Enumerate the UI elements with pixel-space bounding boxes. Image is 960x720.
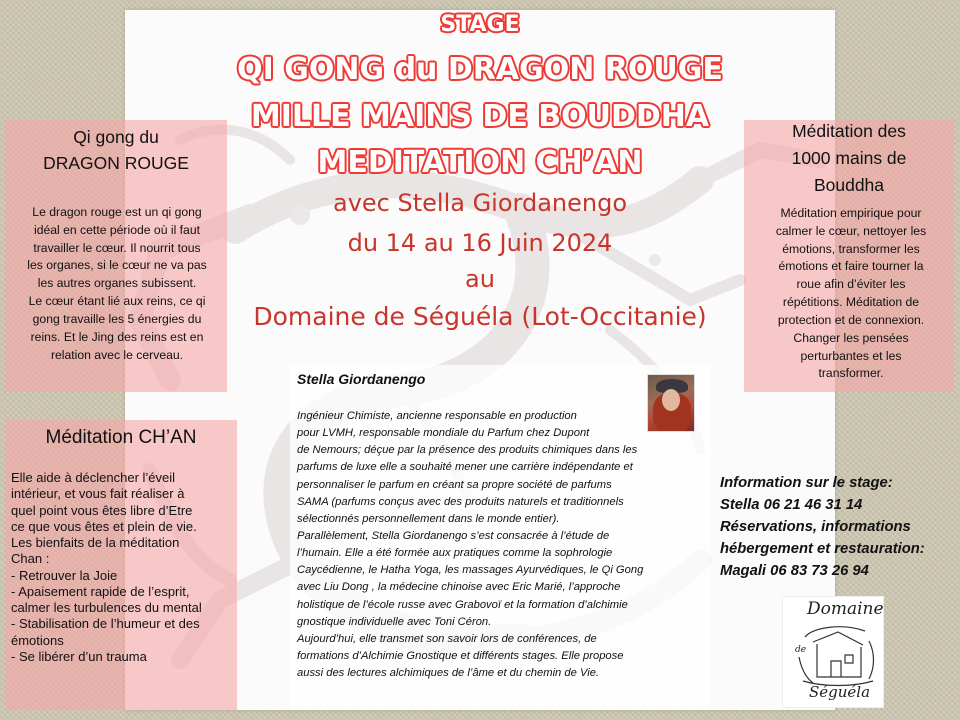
mille-mains-text-line: Changer les pensées [793,330,909,345]
info-heading: Information sur le stage: [720,475,893,491]
mille-mains-text-line: Méditation empirique pour [780,206,922,220]
subtitle-location: Domaine de Séguéla (Lot-Occitanie) [253,302,707,331]
title-line-2: MILLE MAINS DE BOUDDHA [250,99,710,134]
chan-panel-text [11,470,233,665]
chan-text-line: - Apaisement rapide de l’esprit, [11,583,190,599]
mille-mains-text-line: transformer. [818,366,884,381]
bio-line: aussi des lectures alchimiques de l’âme et du chemin de Vie. [297,667,600,680]
bio-line: Parallèlement, Stella Giordanengo s’est consacrée à l’étude de [297,529,610,542]
mille-mains-title-line: 1000 mains de [791,148,907,169]
info-lodging: hébergement et restauration: [720,541,925,558]
chan-text-line: quel point vous êtes libre d’Etre [11,502,193,518]
chan-text-line: ce que vous êtes et plein de vie. [11,518,197,534]
title-line-1: QI GONG du DRAGON ROUGE [237,52,723,87]
logo-text-bottom: Séguéla [809,683,871,701]
stage-label: STAGE [440,12,520,37]
subtitle-dates: du 14 au 16 Juin 2024 [347,229,613,257]
logo-text-top: Domaine [807,599,884,619]
info-reservations: Réservations, informations [720,519,911,536]
qigong-text-line: gong travaille les 5 énergies du [32,311,202,326]
subtitle-teacher: avec Stella Giordanengo [332,189,628,217]
bio-line: Ingénieur Chimiste, ancienne responsable en production [297,410,577,422]
contact-info [720,472,960,582]
subtitle-au: au [465,265,495,293]
chan-text-line: calmer les turbulences du mental [11,600,202,615]
chan-text-line: - Retrouver la Joie [11,567,118,583]
mille-mains-text-line: protection et de connexion. [777,312,925,327]
qigong-title-line: Qi gong du [73,127,159,147]
mille-mains-text-line: émotions et faire tourner la [778,259,924,274]
qigong-panel-text [12,204,222,364]
qigong-text-line: les autres organes subissent. [37,276,197,291]
qigong-text-line: les organes, si le cœur ne va pas [27,258,207,273]
bio-line: de Nemours; déçue par la présence des produits chimiques dans les [297,444,638,457]
mille-mains-title-line: Bouddha [813,175,885,196]
bio-line: formations d’Alchimie Gnostique et différents stages. Elle propose [297,649,624,662]
chan-text-line: Chan : [11,551,50,567]
mille-mains-panel-title [748,118,950,199]
qigong-title-line: DRAGON ROUGE [43,153,189,174]
bio-line: SAMA (parfums conçus avec des produits naturels et traditionnels [297,495,624,508]
qigong-text-line: idéal en cette période où il faut [33,222,200,237]
domaine-seguela-logo [782,596,884,708]
bio-text [297,408,705,682]
mille-mains-text-line: répétitions. Méditation de [782,295,920,310]
mille-mains-text-line: perturbantes et les [800,348,902,363]
info-phone-stella: Stella 06 21 46 31 14 [720,497,863,514]
mille-mains-panel-text [756,205,946,383]
bio-line: sélectionnés personnellement dans le monde entier). [297,512,560,525]
qigong-text-line: relation avec le cerveau. [50,347,184,362]
mille-mains-text-line: calmer le cœur, nettoyer les [775,223,927,238]
bio-line: gnostique individuelle avec Toni Céron. [297,615,492,628]
chan-panel-title: Méditation CH’AN [45,427,197,448]
qigong-panel-title [10,124,222,177]
chan-text-line: Les bienfaits de la méditation [11,535,180,550]
mille-mains-title-line: Méditation des [792,121,906,141]
qigong-text-line: Le cœur étant lié aux reins, ce qi [28,294,206,309]
bio-line: Aujourd’hui, elle transmet son savoir lors de conférences, de [297,632,597,645]
chan-text-line: - Se libérer d’un trauma [11,648,147,664]
chan-text-line: intérieur, et vous fait réaliser à [11,486,185,502]
bio-line: pour LVMH, responsable mondiale du Parfum chez Dupont [297,427,590,440]
bio-line: parfums de luxe elle a souhaité mener une carrière indépendante et [297,461,633,474]
bio-line: personnaliser le parfum en créant sa propre société de parfums [297,478,612,491]
chan-text-line: - Stabilisation de l’humeur et des [11,616,200,632]
bio-line: avec Liu Dong , la médecine chinoise avec Eric Marié, l’approche [297,581,621,594]
qigong-text-line: travailler le cœur. Il nourrit tous [33,240,201,255]
bio-line: Caycédienne, le Hatha Yoga, les massages Ayurvédiques, le Qi Gong [297,564,644,577]
bio-line: holistique de l’école russe avec Grabovoï et la formation d’alchimie [297,598,628,611]
bio-name: Stella Giordanengo [297,371,426,387]
logo-text-middle: de [795,645,807,655]
mille-mains-text-line: émotions, transformer les [782,241,920,256]
qigong-text-line: reins. Et le Jing des reins est en [30,329,204,344]
mille-mains-text-line: roue afin d’éviter les [796,277,906,292]
bio-line: l’humain. Elle a été formée aux pratiques comme la sophrologie [297,547,613,560]
chan-text-line: Elle aide à déclencher l’éveil [11,470,176,485]
qigong-text-line: Le dragon rouge est un qi gong [32,205,202,219]
title-line-3: MEDITATION CH’AN [317,145,643,180]
info-phone-magali: Magali 06 83 73 26 94 [720,563,869,580]
chan-text-line: émotions [11,632,64,648]
